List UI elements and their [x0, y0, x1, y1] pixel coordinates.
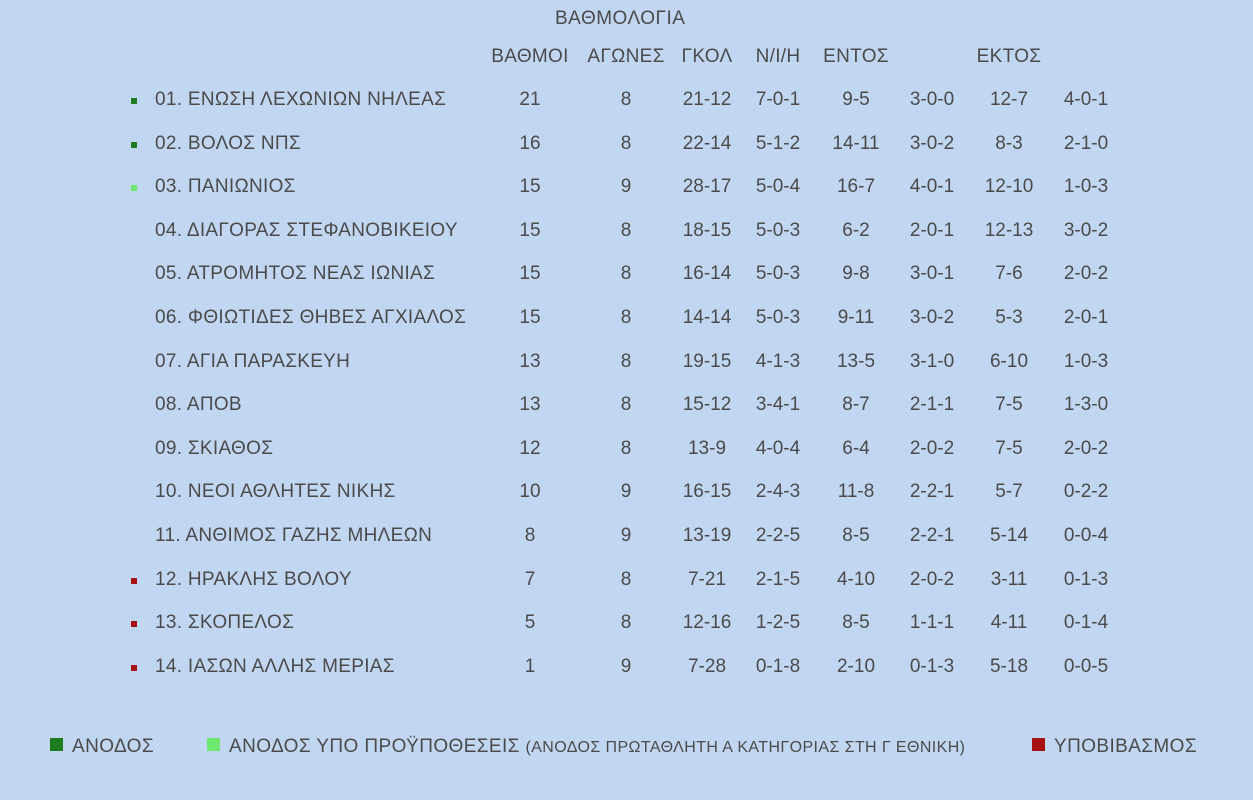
home-record-cell: 3-0-1 [909, 263, 955, 285]
home-record-cell: 2-0-2 [909, 437, 955, 459]
away-record-cell: 2-1-0 [1063, 132, 1109, 154]
away-goals-cell: 4-11 [990, 612, 1028, 634]
table-row [0, 569, 1253, 599]
games-cell: 8 [620, 307, 632, 328]
points-cell: 16 [519, 132, 541, 154]
points-cell: 21 [519, 89, 541, 110]
games-cell: 8 [620, 437, 632, 459]
legend-relegation-label: ΥΠΟΒΙΒΑΣΜΟΣ [1054, 736, 1197, 757]
team-name: 14. ΙΑΣΩΝ ΑΛΛΗΣ ΜΕΡΙΑΣ [155, 655, 395, 677]
relegation-swatch [1032, 738, 1045, 751]
away-record-cell: 2-0-2 [1063, 437, 1109, 459]
games-cell: 9 [620, 481, 632, 503]
table-row [0, 481, 1253, 511]
away-record-cell: 2-0-1 [1063, 307, 1109, 328]
home-record-cell: 1-1-1 [909, 612, 955, 634]
points-cell: 12 [519, 437, 541, 459]
status-marker [131, 665, 137, 671]
goals-cell: 7-28 [687, 655, 727, 677]
wdl-cell: 1-2-5 [755, 612, 801, 634]
away-goals-cell: 7-5 [995, 437, 1023, 459]
goals-cell: 15-12 [682, 394, 732, 416]
table-row [0, 307, 1253, 337]
away-record-cell: 0-1-4 [1063, 612, 1109, 634]
games-cell: 8 [620, 612, 632, 634]
away-goals-cell: 12-13 [984, 219, 1034, 241]
points-cell: 1 [524, 655, 536, 677]
wdl-cell: 2-1-5 [755, 568, 801, 590]
status-marker [131, 621, 137, 627]
team-name: 06. ΦΘΙΩΤΙΔΕΣ ΘΗΒΕΣ ΑΓΧΙΑΛΟΣ [155, 307, 467, 328]
away-record-cell: 0-0-5 [1063, 655, 1109, 677]
goals-cell: 22-14 [682, 132, 732, 154]
points-cell: 7 [524, 568, 536, 590]
header-games: ΑΓΩΝΕΣ [587, 46, 665, 67]
home-goals-cell: 8-7 [842, 394, 870, 416]
table-row [0, 438, 1253, 468]
games-cell: 8 [620, 394, 632, 416]
team-name: 04. ΔΙΑΓΟΡΑΣ ΣΤΕΦΑΝΟΒΙΚΕΙΟΥ [155, 219, 458, 241]
away-record-cell: 4-0-1 [1063, 89, 1109, 110]
away-record-cell: 1-0-3 [1063, 350, 1109, 372]
table-row [0, 220, 1253, 250]
wdl-cell: 0-1-8 [755, 655, 801, 677]
conditional-swatch [207, 738, 220, 751]
table-row [0, 133, 1253, 163]
games-cell: 8 [620, 132, 632, 154]
home-record-cell: 3-0-2 [909, 307, 955, 328]
home-record-cell: 2-0-2 [909, 568, 955, 590]
standings-title: ΒΑΘΜΟΛΟΓΙΑ [555, 8, 686, 29]
team-name: 02. ΒΟΛΟΣ ΝΠΣ [155, 132, 301, 154]
points-cell: 13 [519, 350, 541, 372]
away-goals-cell: 7-6 [995, 263, 1023, 285]
games-cell: 9 [620, 525, 632, 546]
home-goals-cell: 9-5 [842, 89, 870, 110]
away-goals-cell: 12-7 [989, 89, 1029, 110]
home-record-cell: 4-0-1 [909, 176, 955, 198]
points-cell: 15 [519, 219, 541, 241]
wdl-cell: 5-0-4 [755, 176, 801, 198]
points-cell: 15 [519, 263, 541, 285]
wdl-cell: 5-0-3 [755, 219, 801, 241]
wdl-cell: 3-4-1 [755, 394, 801, 416]
team-name: 10. ΝΕΟΙ ΑΘΛΗΤΕΣ ΝΙΚΗΣ [155, 481, 396, 503]
wdl-cell: 2-4-3 [755, 481, 801, 503]
table-row [0, 612, 1253, 642]
goals-cell: 14-14 [682, 307, 732, 328]
home-goals-cell: 2-10 [836, 655, 876, 677]
goals-cell: 16-14 [682, 263, 732, 285]
team-name: 07. ΑΓΙΑ ΠΑΡΑΣΚΕΥΗ [155, 350, 351, 372]
wdl-cell: 7-0-1 [755, 89, 801, 110]
goals-cell: 18-15 [682, 219, 732, 241]
home-goals-cell: 13-5 [836, 350, 876, 372]
home-goals-cell: 6-4 [842, 437, 870, 459]
home-goals-cell: 8-5 [842, 525, 870, 546]
team-name: 05. ΑΤΡΟΜΗΤΟΣ ΝΕΑΣ ΙΩΝΙΑΣ [155, 263, 436, 285]
points-cell: 8 [524, 525, 536, 546]
home-goals-cell: 11-8 [837, 481, 875, 503]
games-cell: 8 [620, 89, 632, 110]
table-row [0, 89, 1253, 119]
status-marker [131, 185, 137, 191]
away-goals-cell: 5-3 [995, 307, 1023, 328]
team-name: 08. ΑΠΟΒ [155, 394, 242, 416]
away-goals-cell: 8-3 [995, 132, 1023, 154]
status-marker [131, 142, 137, 148]
home-goals-cell: 16-7 [836, 176, 876, 198]
goals-cell: 28-17 [682, 176, 732, 198]
table-row [0, 525, 1253, 555]
away-goals-cell: 5-14 [989, 525, 1029, 546]
away-goals-cell: 3-11 [990, 568, 1028, 590]
away-goals-cell: 5-7 [995, 481, 1023, 503]
goals-cell: 21-12 [682, 89, 732, 110]
points-cell: 10 [519, 481, 541, 503]
goals-cell: 7-21 [687, 568, 727, 590]
header-wdl: Ν/Ι/Η [755, 46, 801, 67]
header-away: ΕΚΤΟΣ [976, 46, 1042, 67]
table-row [0, 351, 1253, 381]
games-cell: 8 [620, 350, 632, 372]
home-record-cell: 3-0-2 [909, 132, 955, 154]
home-goals-cell: 9-8 [842, 263, 870, 285]
table-row [0, 176, 1253, 206]
away-goals-cell: 5-18 [989, 655, 1029, 677]
away-record-cell: 1-3-0 [1063, 394, 1109, 416]
wdl-cell: 5-0-3 [755, 263, 801, 285]
games-cell: 8 [620, 219, 632, 241]
team-name: 11. ΑΝΘΙΜΟΣ ΓΑΖΗΣ ΜΗΛΕΩΝ [155, 525, 433, 546]
home-record-cell: 0-1-3 [909, 655, 955, 677]
home-record-cell: 2-2-1 [909, 525, 955, 546]
goals-cell: 16-15 [682, 481, 732, 503]
legend-promotion-label: ΑΝΟΔΟΣ [72, 736, 154, 757]
wdl-cell: 5-0-3 [755, 307, 801, 328]
header-goals: ΓΚΟΛ [681, 46, 733, 67]
away-goals-cell: 6-10 [989, 350, 1029, 372]
games-cell: 9 [620, 176, 632, 198]
team-name: 09. ΣΚΙΑΘΟΣ [155, 437, 274, 459]
games-cell: 8 [620, 263, 632, 285]
points-cell: 15 [519, 176, 541, 198]
goals-cell: 19-15 [682, 350, 732, 372]
away-record-cell: 1-0-3 [1063, 176, 1109, 198]
team-name: 01. ΕΝΩΣΗ ΛΕΧΩΝΙΩΝ ΝΗΛΕΑΣ [155, 89, 447, 110]
wdl-cell: 4-0-4 [755, 437, 801, 459]
away-record-cell: 3-0-2 [1063, 219, 1109, 241]
away-record-cell: 0-1-3 [1063, 568, 1109, 590]
home-record-cell: 3-1-0 [909, 350, 955, 372]
legend-conditional-label: ΑΝΟΔΟΣ ΥΠΟ ΠΡΟΫΠΟΘΕΣΕΙΣ [229, 736, 520, 757]
status-marker [131, 98, 137, 104]
header-points: ΒΑΘΜΟΙ [491, 46, 569, 67]
status-marker [131, 578, 137, 584]
home-record-cell: 2-2-1 [909, 481, 955, 503]
promotion-swatch [50, 738, 63, 751]
table-row [0, 656, 1253, 686]
team-name: 03. ΠΑΝΙΩΝΙΟΣ [155, 176, 296, 198]
away-goals-cell: 12-10 [984, 176, 1034, 198]
team-name: 12. ΗΡΑΚΛΗΣ ΒΟΛΟΥ [155, 568, 352, 590]
away-record-cell: 2-0-2 [1063, 263, 1109, 285]
table-row [0, 263, 1253, 293]
team-name: 13. ΣΚΟΠΕΛΟΣ [155, 612, 295, 634]
home-goals-cell: 6-2 [842, 219, 870, 241]
away-record-cell: 0-0-4 [1063, 525, 1109, 546]
goals-cell: 12-16 [682, 612, 732, 634]
header-home: ΕΝΤΟΣ [823, 46, 889, 67]
home-record-cell: 3-0-0 [909, 89, 955, 110]
wdl-cell: 2-2-5 [755, 525, 801, 546]
games-cell: 8 [620, 568, 632, 590]
home-goals-cell: 14-11 [832, 132, 880, 154]
home-record-cell: 2-0-1 [909, 219, 955, 241]
home-goals-cell: 4-10 [836, 568, 876, 590]
points-cell: 15 [519, 307, 541, 328]
legend-conditional-note: (ΑΝΟΔΟΣ ΠΡΩΤΑΘΛΗΤΗ Α ΚΑΤΗΓΟΡΙΑΣ ΣΤΗ Γ ΕΘΝΙΚΗ) [525, 739, 966, 756]
points-cell: 5 [524, 612, 536, 634]
home-goals-cell: 8-5 [842, 612, 870, 634]
away-goals-cell: 7-5 [995, 394, 1023, 416]
away-record-cell: 0-2-2 [1063, 481, 1109, 503]
home-record-cell: 2-1-1 [909, 394, 955, 416]
table-row [0, 394, 1253, 424]
goals-cell: 13-19 [682, 525, 732, 546]
goals-cell: 13-9 [687, 437, 727, 459]
wdl-cell: 4-1-3 [755, 350, 801, 372]
wdl-cell: 5-1-2 [755, 132, 801, 154]
home-goals-cell: 9-11 [837, 307, 875, 328]
games-cell: 9 [620, 655, 632, 677]
points-cell: 13 [519, 394, 541, 416]
